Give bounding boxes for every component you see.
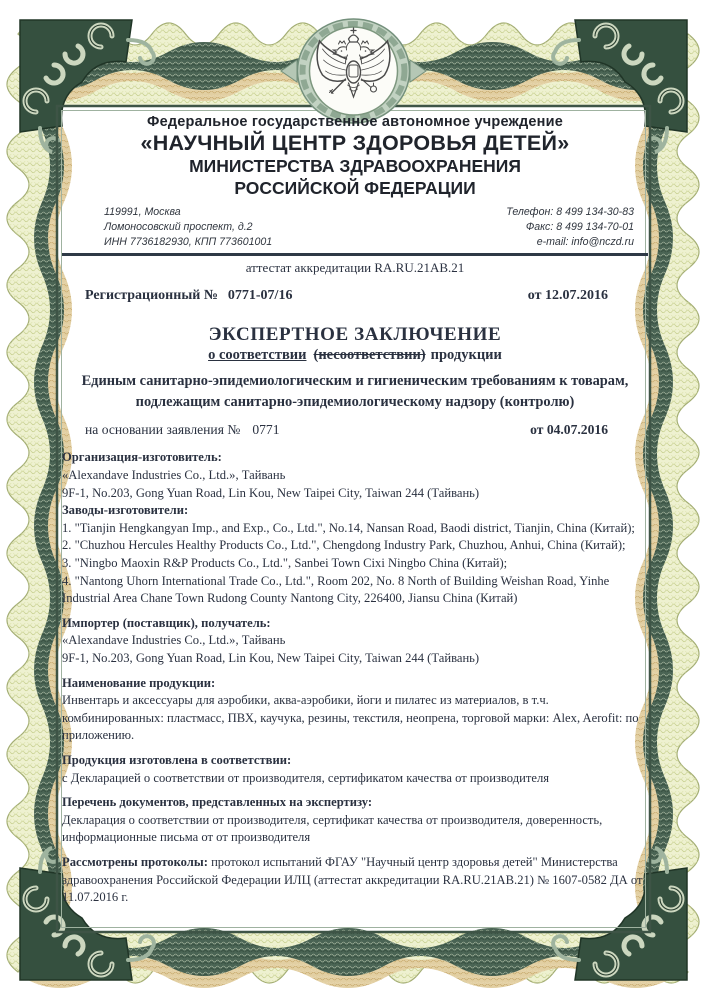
requirements-statement [62, 371, 648, 414]
application-row [62, 422, 648, 438]
documents-heading: Перечень документов, представленных на экспертизу: [62, 795, 373, 810]
email-line: e-mail: info@nczd.ru [536, 235, 634, 248]
registration-number-group [85, 288, 292, 304]
body-sections [62, 449, 648, 906]
address-line: Ломоносовский проспект, д.2 [104, 220, 253, 233]
protocols-heading: Рассмотрены протоколы: [62, 854, 208, 869]
subtitle-struck: (несоответствии) [313, 346, 426, 363]
requirements-line-2: подлежащим санитарно-эпидемиологическому надзору (контролю) [135, 394, 575, 411]
fax-line: Факс: 8 499 134-70-01 [525, 220, 634, 233]
registration-label: Регистрационный № [85, 287, 218, 303]
subtitle-underlined: о соответствии [208, 346, 307, 363]
importer-heading: Импортер (поставщик), получатель: [62, 615, 271, 630]
address-block [62, 205, 272, 250]
registration-number: 0771-07/16 [227, 287, 293, 303]
phone-line: Телефон: 8 499 134-30-83 [506, 205, 634, 218]
ministry-line-1: МИНИСТЕРСТВА ЗДРАВООХРАНЕНИЯ [189, 156, 521, 176]
subtitle-tail: продукции [430, 346, 502, 363]
requirements-line-1: Единым санитарно-эпидемиологическим и гигиеническим требованиям к товарам, [81, 372, 629, 389]
org-type-line: Федеральное государственное автономное учреждение [147, 114, 563, 130]
factory-item: 2. "Chuzhou Hercules Healthy Products Co., Ltd.", Chengdong Industry Park, Chuzhou, Anhui, China (Китай); [62, 538, 626, 553]
application-label: на основании заявления № [85, 422, 241, 438]
importer-line: «Alexandave Industries Co., Ltd.», Тайвань [62, 633, 286, 648]
registration-row [62, 288, 648, 304]
contact-row [62, 205, 648, 250]
contacts-block [506, 205, 648, 250]
factory-item: 3. "Ningbo Maoxin R&P Products Co., Ltd.", Sanbei Town Cixi Ningbo China (Китай); [62, 556, 508, 571]
factories-heading: Заводы-изготовители: [62, 503, 189, 518]
registration-date: от 12.07.2016 [527, 287, 608, 303]
compliance-text: с Декларацией о соответствии от производителя, сертификатом качества от производителя [62, 770, 550, 785]
application-number-group [85, 422, 280, 438]
protocols-paragraph [62, 854, 648, 907]
manufacturer-heading: Организация-изготовитель: [62, 450, 222, 465]
manufacturer-line: «Alexandave Industries Co., Ltd.», Тайвань [62, 468, 286, 483]
document-content [62, 114, 648, 907]
document-title: ЭКСПЕРТНОЕ ЗАКЛЮЧЕНИЕ [208, 323, 502, 345]
accreditation-line: аттестат аккредитации RA.RU.21АВ.21 [245, 259, 465, 275]
divider-rule [62, 253, 648, 256]
manufacturer-line: 9F-1, No.203, Gong Yuan Road, Lin Kou, New Taipei City, Taiwan 244 (Тайвань) [62, 485, 480, 500]
address-line: ИНН 7736182930, КПП 773601001 [104, 235, 273, 248]
documents-text: Декларация о соответствии от производителя, сертификат качества от производителя, доверенность, информационные письма от от производителя [62, 812, 603, 845]
product-description: Инвентарь и аксессуары для аэробики, аква-аэробики, йоги и пилатес из материалов, в т.ч. комбинированных: пластмасс, ПВХ, каучука, резины, текстиля, неопрена, торговой марки: Alex, Aerofit: по приложению. [62, 693, 639, 743]
compliance-heading: Продукция изготовлена в соответствии: [62, 752, 292, 767]
address-line: 119991, Москва [104, 205, 181, 218]
protocols-text: протокол испытаний ФГАУ "Научный центр здоровья детей" Министерства здравоохранения Российской Федерации ИЛЦ (аттестат аккредитации RA.RU.21АВ.21) № 1607-0582 ДА от 11.07.2016 г. [62, 854, 643, 905]
document-subtitle [62, 347, 648, 364]
application-number: 0771 [252, 422, 280, 438]
application-date: от 04.07.2016 [530, 422, 608, 438]
factory-item: 1. "Tianjin Hengkangyan Imp., and Exp., Co., Ltd.", No.14, Nansan Road, Baodi district, Tianjin, China (Китай); [62, 520, 635, 535]
product-heading: Наименование продукции: [62, 675, 216, 690]
org-name: «НАУЧНЫЙ ЦЕНТР ЗДОРОВЬЯ ДЕТЕЙ» [140, 131, 570, 155]
ministry-line-2: РОССИЙСКОЙ ФЕДЕРАЦИИ [234, 177, 476, 198]
importer-line: 9F-1, No.203, Gong Yuan Road, Lin Kou, New Taipei City, Taiwan 244 (Тайвань) [62, 651, 480, 665]
factory-item: 4. "Nantong Uhorn International Trade Co., Ltd.", Room 202, No. 8 North of Building Weishan Road, Yinhe Industrial Area Chane Town Rudong County Nantong City, 226400, Jiansu China (Китай) [62, 573, 610, 606]
